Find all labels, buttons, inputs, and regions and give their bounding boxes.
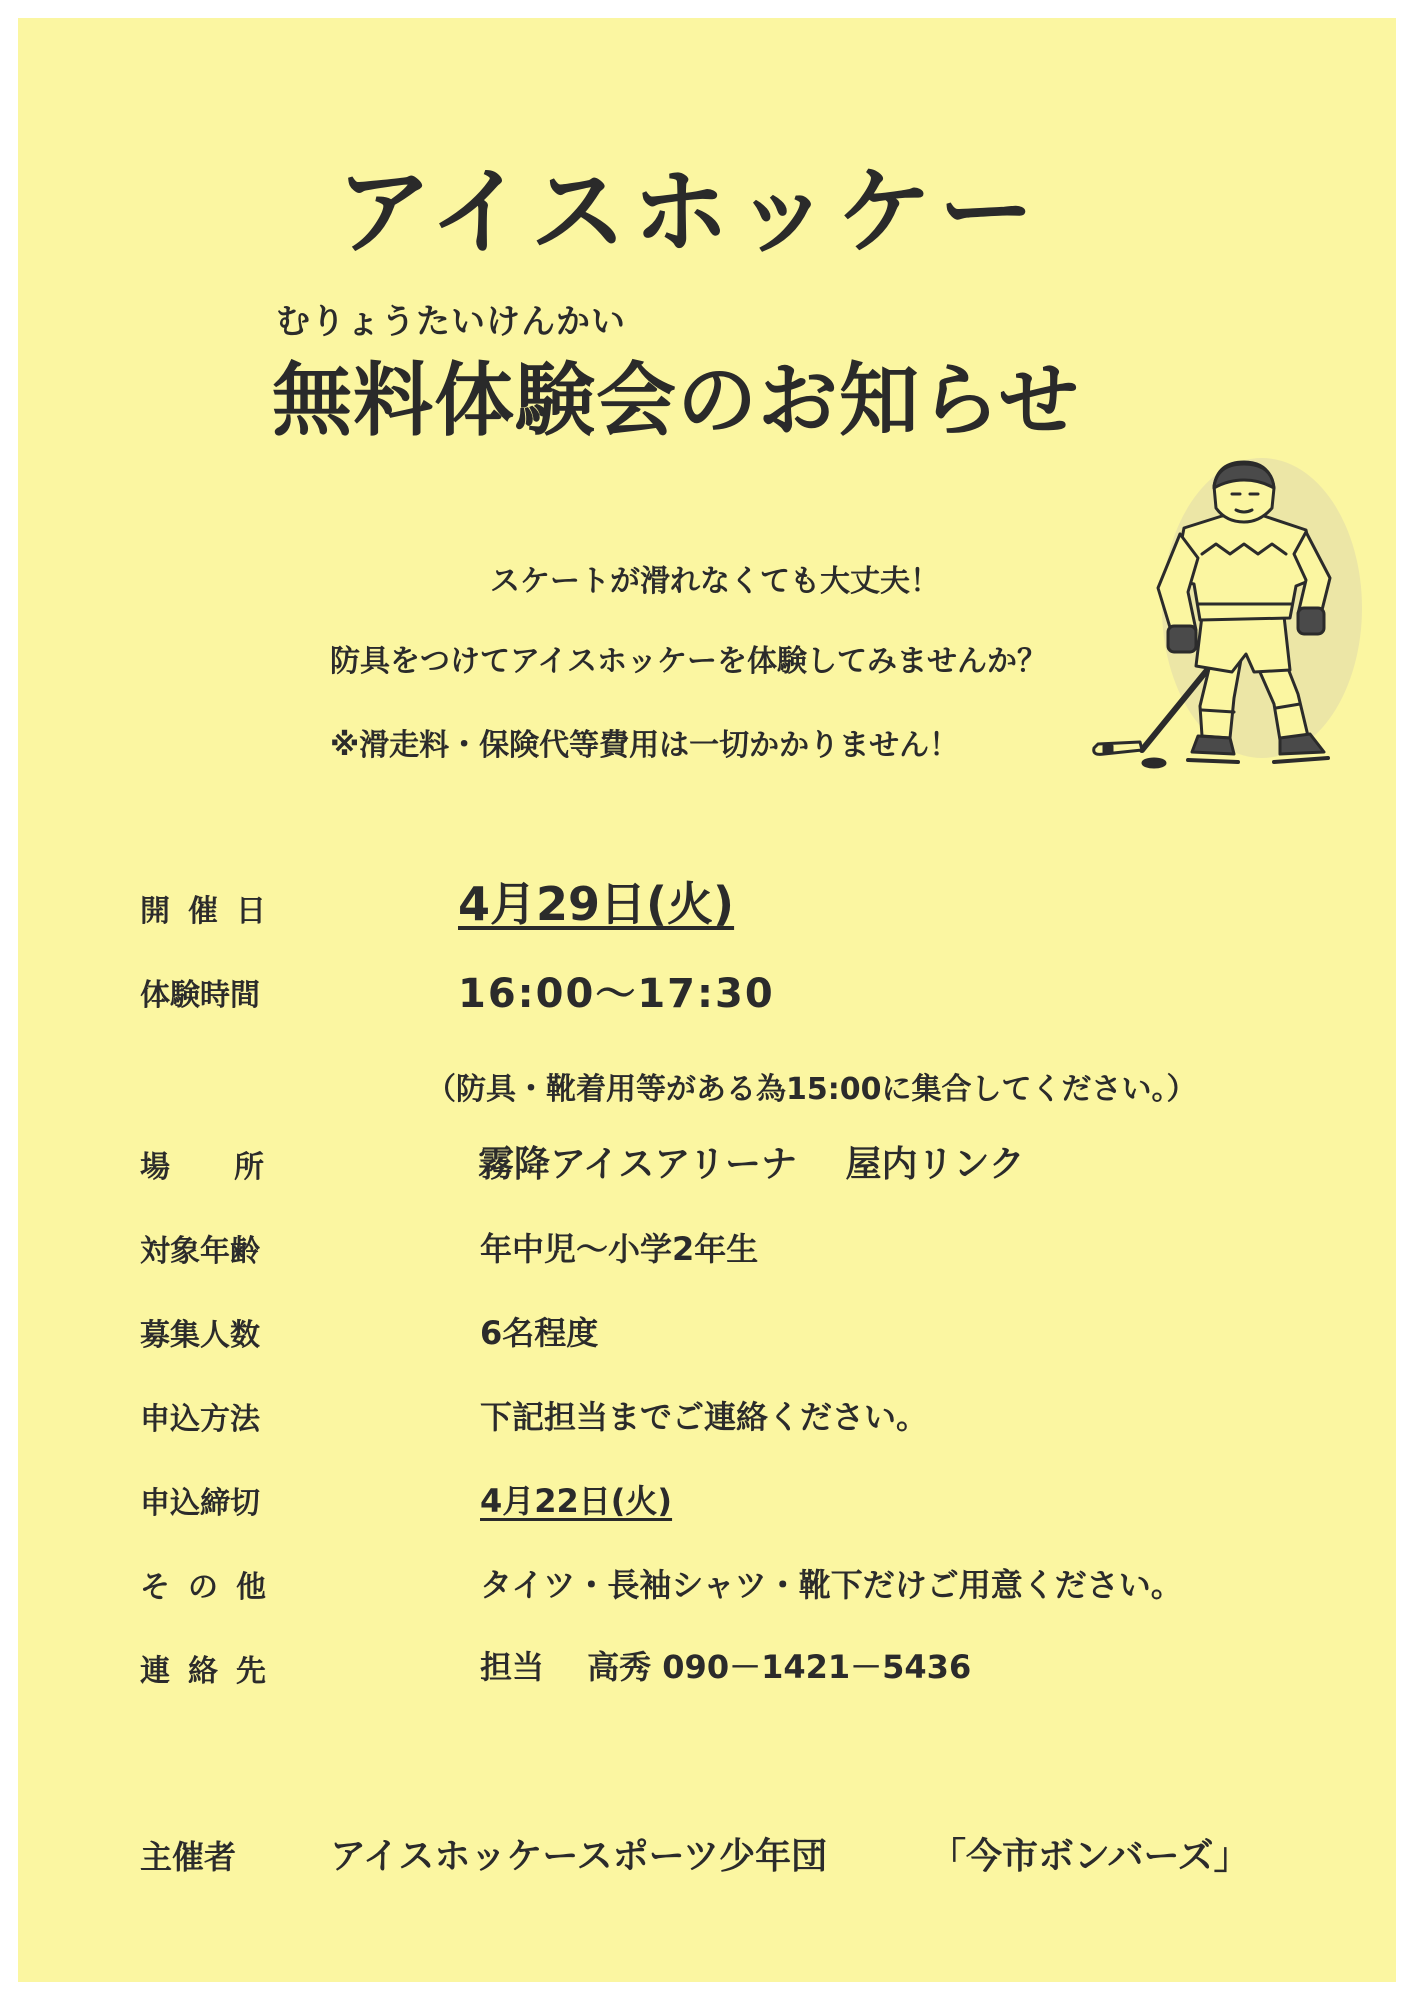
deadline-label: 申込締切: [140, 1486, 260, 1521]
date-value: 4月29日(火): [458, 877, 735, 931]
age-label: 対象年齢: [140, 1234, 260, 1269]
apply-label: 申込方法: [140, 1402, 260, 1437]
other-value: タイツ・長袖シャツ・靴下だけご用意ください。: [480, 1566, 1183, 1604]
time-value: 16:00～17:30: [458, 971, 775, 1017]
apply-value: 下記担当までご連絡ください。: [480, 1398, 929, 1436]
date-label: 開催日: [140, 894, 284, 929]
deadline-value: 4月22日(火): [480, 1482, 673, 1520]
flyer-sheet: [18, 18, 1396, 1982]
subtitle-ruby: むりょうたいけんかい: [276, 302, 626, 342]
capacity-label: 募集人数: [140, 1318, 260, 1353]
intro-line-1: スケートが滑れなくても大丈夫！: [490, 564, 940, 599]
flyer-subtitle: 無料体験会のお知らせ: [272, 354, 1080, 447]
contact-label: 連絡先: [140, 1654, 284, 1689]
time-label: 体験時間: [140, 978, 260, 1013]
place-value: 霧降アイスアリーナ 屋内リンク: [478, 1144, 1025, 1185]
flyer-title: アイスホッケー: [336, 156, 1041, 268]
organizer-label: 主催者: [140, 1838, 237, 1876]
intro-line-2: 防具をつけてアイスホッケーを体験してみませんか？: [330, 644, 1047, 679]
contact-value: 担当 高秀 090－1421－5436: [480, 1648, 972, 1686]
age-value: 年中児～小学2年生: [480, 1230, 759, 1268]
place-label: 場所: [140, 1150, 328, 1185]
intro-line-3: ※滑走料・保険代等費用は一切かかりません！: [330, 728, 960, 763]
organizer-name: アイスホッケースポーツ少年団: [330, 1836, 828, 1877]
hockey-player-icon: [1084, 458, 1364, 798]
organizer-team: 「今市ボンバーズ」: [930, 1836, 1250, 1877]
other-label: その他: [140, 1570, 284, 1605]
capacity-value: 6名程度: [480, 1314, 599, 1352]
gathering-note: （防具・靴着用等がある為15:00に集合してください。）: [426, 1072, 1197, 1107]
